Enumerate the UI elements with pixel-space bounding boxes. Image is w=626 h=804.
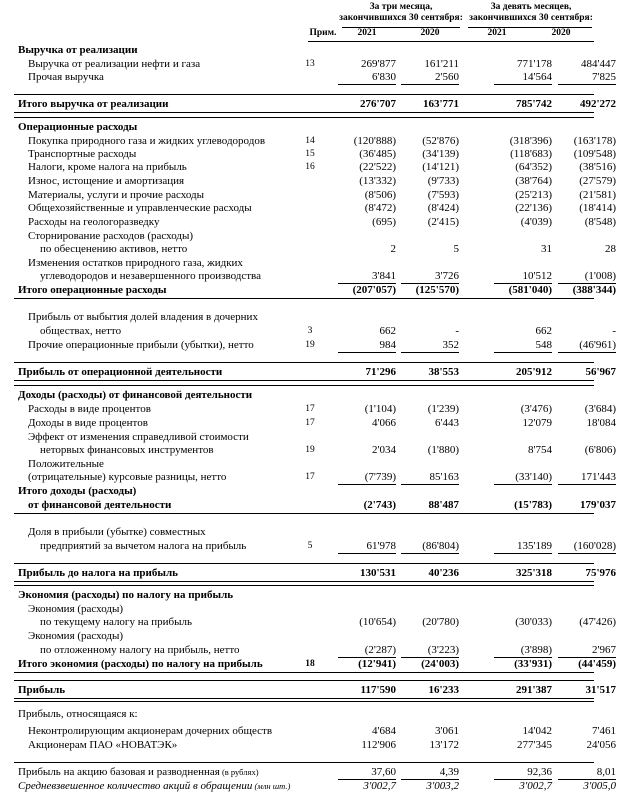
value-cell: (18'414) [579, 202, 616, 214]
value-cell: (695) [372, 216, 396, 228]
value-cell: (3'898) [520, 644, 552, 656]
value-cell: 3'003,2 [426, 780, 459, 792]
value-cell: (8'506) [364, 189, 396, 201]
value-cell: 16'233 [428, 684, 459, 696]
value-cell: 352 [442, 339, 459, 351]
row-label: Итого экономия (расходы) по налогу на прибыль [18, 658, 263, 670]
value-cell: 548 [535, 339, 552, 351]
row-label: Итого доходы (расходы) [18, 485, 137, 497]
row-label: от финансовой деятельности [28, 499, 172, 511]
value-cell: 71'296 [365, 366, 396, 378]
value-cell: 10'512 [522, 270, 552, 282]
header-three-months: За три месяца, закончившихся 30 сентября: [339, 2, 463, 23]
value-cell: (581'040) [508, 284, 552, 296]
statement-row [0, 684, 626, 697]
value-cell: (2'743) [363, 499, 396, 511]
value-cell: (1'008) [584, 270, 616, 282]
value-cell: (388'344) [572, 284, 616, 296]
statement-row [0, 616, 626, 629]
header-nine-months: За девять месяцев, закончившихся 30 сентября: [469, 2, 593, 23]
value-cell: 291'387 [515, 684, 552, 696]
value-cell: (33'140) [515, 471, 552, 483]
value-cell: 3'726 [435, 270, 459, 282]
value-cell: (15'783) [514, 499, 552, 511]
value-cell: 14'042 [522, 725, 552, 737]
row-label: неторвых финансовых инструментов [40, 444, 214, 456]
row-label: Прибыль до налога на прибыль [18, 567, 178, 579]
value-cell: (1'104) [364, 403, 396, 415]
value-cell: 4'066 [372, 417, 396, 429]
value-cell: 7'825 [592, 71, 616, 83]
statement-row [0, 417, 626, 430]
statement-row [0, 589, 626, 602]
value-cell: (8'548) [584, 216, 616, 228]
statement-row [0, 339, 626, 352]
value-cell: 31'517 [585, 684, 616, 696]
value-cell: (9'733) [427, 175, 459, 187]
statement-row [0, 161, 626, 174]
note-ref: 19 [305, 340, 315, 350]
value-cell: 171'443 [581, 471, 616, 483]
value-cell: (14'121) [422, 161, 459, 173]
value-cell: (160'028) [573, 540, 616, 552]
statement-row [0, 499, 626, 512]
value-cell: (109'548) [573, 148, 616, 160]
value-cell: 3'005,0 [583, 780, 616, 792]
statement-row [0, 780, 626, 793]
statement-row [0, 148, 626, 161]
statement-row [0, 44, 626, 57]
row-label: Доля в прибыли (убытке) совместных [28, 526, 206, 538]
subtotal-underline [338, 352, 396, 353]
year-col-4: 2020 [551, 28, 571, 38]
value-cell: 3'061 [435, 725, 459, 737]
value-cell: (125'570) [415, 284, 459, 296]
header-bottom-rule [308, 41, 594, 42]
row-label: углеводородов и незавершенного производства [40, 270, 261, 282]
value-cell: (4'039) [520, 216, 552, 228]
total-rule [14, 581, 594, 582]
note-ref: 17 [305, 418, 315, 428]
row-label: Прибыль от операционной деятельности [18, 366, 223, 378]
year-col-2: 2020 [420, 28, 440, 38]
statement-row [0, 708, 626, 721]
statement-row [0, 526, 626, 539]
value-cell: (7'593) [427, 189, 459, 201]
row-label: Налоги, кроме налога на прибыль [28, 161, 187, 173]
row-label: Положительные [28, 458, 104, 470]
value-cell: 7'461 [592, 725, 616, 737]
total-rule [14, 698, 594, 699]
row-label: Транспортные расходы [28, 148, 137, 160]
value-cell: 8'754 [528, 444, 552, 456]
value-cell: 2'034 [372, 444, 396, 456]
note-ref: 18 [305, 659, 315, 669]
statement-row [0, 243, 626, 256]
statement-row [0, 630, 626, 643]
row-label: Покупка природного газа и жидких углеводородов [28, 135, 266, 147]
value-cell: (3'684) [584, 403, 616, 415]
value-cell: 179'037 [579, 499, 616, 511]
statement-row [0, 284, 626, 297]
value-cell: 984 [379, 339, 396, 351]
note-ref: 16 [305, 162, 315, 172]
value-cell: (38'764) [515, 175, 552, 187]
value-cell: 161'211 [424, 58, 459, 70]
row-label: Прибыль на акцию базовая и разводненная (в рублях) [18, 766, 259, 778]
row-label: Экономия (расходы) [28, 603, 124, 615]
subtotal-underline [401, 352, 459, 353]
value-cell: (36'485) [359, 148, 396, 160]
value-cell: 18'084 [586, 417, 616, 429]
statement-row [0, 270, 626, 283]
row-label: предприятий за вычетом налога на прибыль [40, 540, 247, 552]
row-label: Эффект от изменения справедливой стоимости [28, 431, 249, 443]
value-cell: 117'590 [360, 684, 396, 696]
value-cell: 205'912 [515, 366, 552, 378]
value-cell: (2'287) [364, 644, 396, 656]
note-ref: 14 [305, 136, 315, 146]
value-cell: 61'978 [366, 540, 396, 552]
total-rule [14, 380, 594, 381]
row-label: (отрицательные) курсовые разницы, нетто [28, 471, 227, 483]
value-cell: 484'447 [581, 58, 616, 70]
value-cell: (27'579) [579, 175, 616, 187]
statement-row [0, 644, 626, 657]
value-cell: (2'415) [427, 216, 459, 228]
value-cell: 4,39 [439, 766, 459, 778]
value-cell: (21'581) [579, 189, 616, 201]
value-cell: (163'178) [573, 135, 616, 147]
value-cell: 6'830 [372, 71, 396, 83]
statement-row [0, 658, 626, 671]
value-cell: (207'057) [352, 284, 396, 296]
year-col-1: 2021 [357, 28, 377, 38]
row-label: Прибыль, относящаяся к: [18, 708, 138, 720]
value-cell: 28 [605, 243, 616, 255]
note-ref: 15 [305, 149, 315, 159]
notes-header: Прим. [309, 28, 337, 38]
row-label: Доходы (расходы) от финансовой деятельности [18, 389, 253, 401]
value-cell: 269'877 [361, 58, 396, 70]
value-cell: - [455, 325, 459, 337]
value-cell: (6'806) [584, 444, 616, 456]
statement-row [0, 471, 626, 484]
value-cell: (64'352) [515, 161, 552, 173]
note-ref: 3 [307, 326, 313, 336]
statement-row [0, 121, 626, 134]
statement-row [0, 766, 626, 779]
value-cell: (1'880) [427, 444, 459, 456]
section-divider [14, 680, 594, 681]
total-rule-double [14, 701, 594, 702]
row-label: Общехозяйственные и управленческие расходы [28, 202, 252, 214]
value-cell: 3'002,7 [519, 780, 552, 792]
value-cell: 163'771 [422, 98, 459, 110]
subtotal-underline [558, 352, 616, 353]
statement-row [0, 603, 626, 616]
value-cell: 12'079 [522, 417, 552, 429]
value-cell: - [612, 325, 616, 337]
row-label: по отложенному налогу на прибыль, нетто [40, 644, 240, 656]
section-divider [14, 563, 594, 564]
row-label: Экономия (расходы) по налогу на прибыль [18, 589, 234, 601]
value-cell: 662 [535, 325, 552, 337]
value-cell: 4'684 [372, 725, 396, 737]
row-label: Прибыль [18, 684, 66, 696]
value-cell: (44'459) [578, 658, 616, 670]
value-cell: (22'136) [515, 202, 552, 214]
row-label: Средневзвешенное количество акций в обращении (млн шт.) [18, 780, 291, 792]
subtotal-underline [401, 84, 459, 85]
value-cell: 135'189 [517, 540, 552, 552]
row-label: Прочие операционные прибыли (убытки), нетто [28, 339, 254, 351]
row-label: Выручка от реализации нефти и газа [28, 58, 201, 70]
value-cell: (12'941) [358, 658, 396, 670]
value-cell: 3'002,7 [363, 780, 396, 792]
value-cell: 2 [390, 243, 396, 255]
subtotal-underline [558, 553, 616, 554]
total-rule [14, 513, 594, 514]
value-cell: (318'396) [509, 135, 552, 147]
statement-row [0, 71, 626, 84]
statement-row [0, 135, 626, 148]
statement-row [0, 311, 626, 324]
row-label: Операционные расходы [18, 121, 138, 133]
value-cell: (38'516) [579, 161, 616, 173]
value-cell: 2'967 [592, 644, 616, 656]
bottom-rule [14, 762, 594, 763]
value-cell: 31 [541, 243, 552, 255]
statement-row [0, 257, 626, 270]
value-cell: 24'056 [586, 739, 616, 751]
statement-row [0, 403, 626, 416]
statement-row [0, 366, 626, 379]
note-ref: 17 [305, 404, 315, 414]
row-label: Расходы в виде процентов [28, 403, 151, 415]
value-cell: 75'976 [585, 567, 616, 579]
statement-row [0, 230, 626, 243]
row-label: Расходы на геологоразведку [28, 216, 160, 228]
total-rule [14, 298, 594, 299]
row-label: Прочая выручка [28, 71, 104, 83]
statement-row [0, 325, 626, 338]
value-cell: 3'841 [372, 270, 396, 282]
total-rule [14, 672, 594, 673]
value-cell: 40'236 [428, 567, 459, 579]
value-cell: 14'564 [522, 71, 552, 83]
value-cell: 85'163 [429, 471, 459, 483]
statement-row [0, 175, 626, 188]
row-label: Доходы в виде процентов [28, 417, 148, 429]
value-cell: (3'223) [427, 644, 459, 656]
value-cell: (86'804) [422, 540, 459, 552]
value-cell: 130'531 [359, 567, 396, 579]
subtotal-underline [494, 553, 552, 554]
value-cell: 662 [379, 325, 396, 337]
value-cell: (52'876) [422, 135, 459, 147]
value-cell: (13'332) [359, 175, 396, 187]
value-cell: (3'476) [520, 403, 552, 415]
value-cell: (8'472) [364, 202, 396, 214]
value-cell: (34'139) [422, 148, 459, 160]
note-ref: 13 [305, 59, 315, 69]
statement-row [0, 540, 626, 553]
note-ref: 17 [305, 472, 315, 482]
value-cell: 88'487 [428, 499, 459, 511]
value-cell: (22'522) [359, 161, 396, 173]
value-cell: 771'178 [517, 58, 552, 70]
value-cell: 785'742 [515, 98, 552, 110]
value-cell: (1'239) [427, 403, 459, 415]
subtotal-underline [558, 84, 616, 85]
statement-row [0, 485, 626, 498]
row-label-unit: (млн шт.) [252, 781, 291, 791]
subtotal-underline [494, 352, 552, 353]
total-rule [14, 112, 594, 113]
statement-row [0, 739, 626, 752]
value-cell: 325'318 [515, 567, 552, 579]
row-label: Материалы, услуги и прочие расходы [28, 189, 204, 201]
row-label: Изменения остатков природного газа, жидких [28, 257, 243, 269]
value-cell: 92,36 [527, 766, 552, 778]
value-cell: (33'931) [514, 658, 552, 670]
row-label: Экономия (расходы) [28, 630, 124, 642]
value-cell: 276'707 [359, 98, 396, 110]
value-cell: 37,60 [371, 766, 396, 778]
subtotal-underline [338, 84, 396, 85]
statement-row [0, 189, 626, 202]
row-label: Износ, истощение и амортизация [28, 175, 185, 187]
statement-row [0, 431, 626, 444]
section-divider [14, 362, 594, 363]
note-ref: 5 [307, 541, 313, 551]
section-divider [14, 385, 594, 386]
value-cell: (20'780) [422, 616, 459, 628]
value-cell: (10'654) [359, 616, 396, 628]
value-cell: 277'345 [517, 739, 552, 751]
value-cell: (25'213) [515, 189, 552, 201]
row-label: Сторнирование расходов (расходы) [28, 230, 194, 242]
section-divider [14, 94, 594, 95]
subtotal-underline [401, 553, 459, 554]
value-cell: 492'272 [579, 98, 616, 110]
section-divider [14, 585, 594, 586]
subtotal-underline [338, 553, 396, 554]
statement-row [0, 98, 626, 111]
row-label: Итого выручка от реализации [18, 98, 169, 110]
statement-row [0, 444, 626, 457]
year-col-3: 2021 [487, 28, 507, 38]
row-label: по обесценению активов, нетто [40, 243, 188, 255]
row-label-unit: (в рублях) [219, 767, 259, 777]
value-cell: (7'739) [364, 471, 396, 483]
value-cell: (118'683) [510, 148, 552, 160]
statement-row [0, 389, 626, 402]
value-cell: (24'003) [421, 658, 459, 670]
note-ref: 19 [305, 445, 315, 455]
row-label: обществах, нетто [40, 325, 122, 337]
row-label: Прибыль от выбытия долей владения в дочерних [28, 311, 258, 323]
value-cell: (30'033) [515, 616, 552, 628]
value-cell: 6'443 [435, 417, 459, 429]
row-label: по текущему налогу на прибыль [40, 616, 192, 628]
value-cell: 38'553 [428, 366, 459, 378]
statement-row [0, 725, 626, 738]
row-label: Итого операционные расходы [18, 284, 167, 296]
statement-row [0, 58, 626, 71]
value-cell: 2'560 [435, 71, 459, 83]
statement-row [0, 202, 626, 215]
value-cell: (46'961) [579, 339, 616, 351]
value-cell: (120'888) [353, 135, 396, 147]
row-label: Выручка от реализации [18, 44, 138, 56]
statement-row [0, 567, 626, 580]
value-cell: 5 [453, 243, 459, 255]
value-cell: 13'172 [429, 739, 459, 751]
subtotal-underline [494, 84, 552, 85]
row-label: Неконтролирующим акционерам дочерних обществ [28, 725, 273, 737]
statement-row [0, 216, 626, 229]
value-cell: (8'424) [427, 202, 459, 214]
statement-row [0, 458, 626, 471]
value-cell: 8,01 [596, 766, 616, 778]
value-cell: (47'426) [579, 616, 616, 628]
value-cell: 56'967 [585, 366, 616, 378]
value-cell: 112'906 [361, 739, 396, 751]
row-label: Акционерам ПАО «НОВАТЭК» [28, 739, 178, 751]
section-divider [14, 117, 594, 118]
